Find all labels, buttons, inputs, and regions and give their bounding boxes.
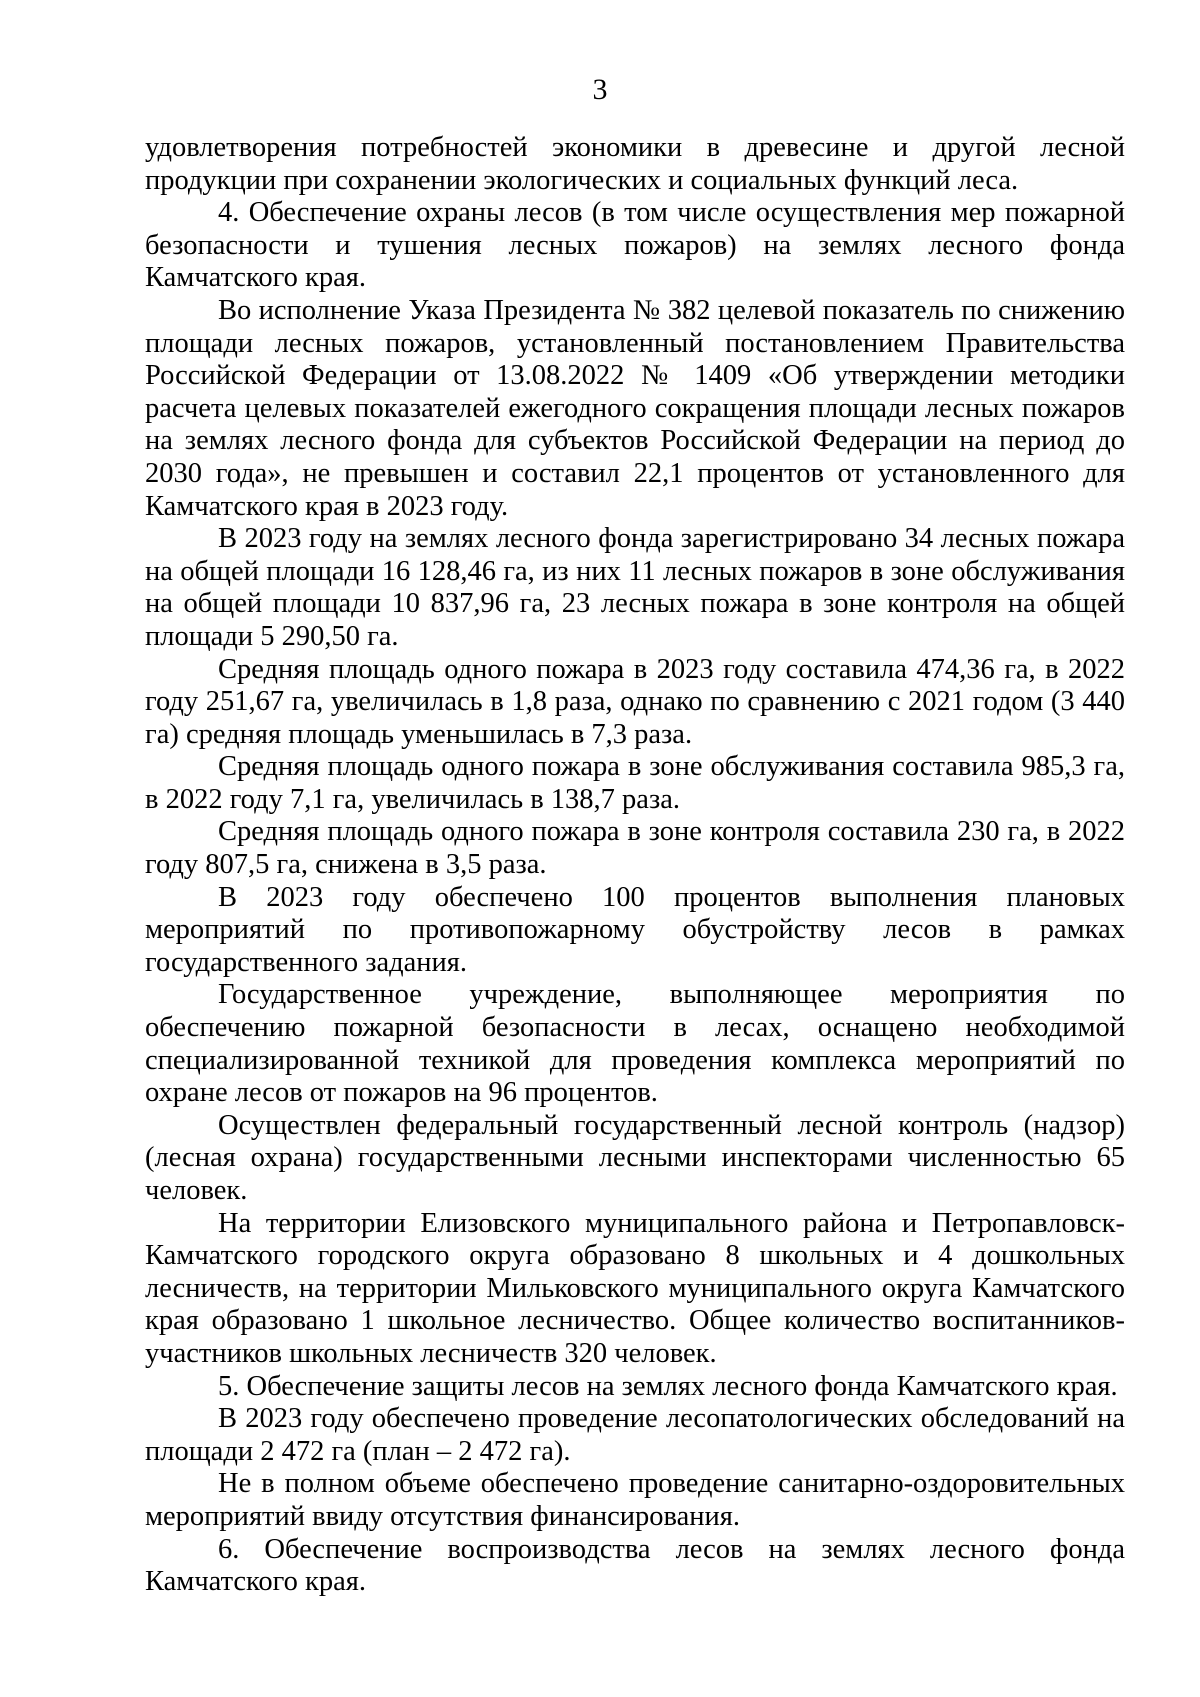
paragraph-service-zone-average: Средняя площадь одного пожара в зоне обслуживания составила 985,3 га, в 2022 году 7,1 га, увеличилась в 138,7 раза. xyxy=(145,751,1125,815)
document-body xyxy=(145,132,1125,1599)
paragraph-forest-defense-heading: 5. Обеспечение защиты лесов на землях лесного фонда Камчатского края. xyxy=(218,1370,1118,1402)
page-number: 3 xyxy=(592,73,608,106)
paragraph-forest-inspectors: Осуществлен федеральный государственный лесной контроль (надзор) (лесная охрана) государственными лесными инспекторами численностью 65 человек. xyxy=(145,1109,1125,1206)
paragraph-presidential-decree: Во исполнение Указа Президента № 382 целевой показатель по снижению площади лесных пожаров, установленный постановлением Правительства Российской Федерации от 13.08.2022 № 1409 «Об утверждении методики расчета целевых показателей ежегодного сокращения площади лесных пожаров на землях лесного фонда для субъектов Российской Федерации на период до 2030 года», не превышен и составил 22,1 процентов от установленного для Камчатского края в 2023 году. xyxy=(145,294,1125,522)
paragraph-fires-registered: В 2023 году на землях лесного фонда зарегистрировано 34 лесных пожара на общей площади 16 128,46 га, из них 11 лесных пожаров в зоне обслуживания на общей площади 10 837,96 га, 23 лесных пожара в зоне контроля на общей площади 5 290,50 га. xyxy=(145,523,1125,652)
paragraph-reforestation-heading: 6. Обеспечение воспроизводства лесов на землях лесного фонда Камчатского края. xyxy=(145,1533,1125,1598)
paragraph-economy-needs: удовлетворения потребностей экономики в древесине и другой лесной продукции при сохранении экологических и социальных функций леса. xyxy=(145,132,1125,196)
paragraph-equipment-level: Государственное учреждение, выполняющее мероприятия по обеспечению пожарной безопасности в лесах, оснащено необходимой специализированной техникой для проведения комплекса мероприятий по охране лесов от пожаров на 96 процентов. xyxy=(145,979,1125,1109)
paragraph-forest-pathology-surveys: В 2023 году обеспечено проведение лесопатологических обследований на площади 2 472 га (план – 2 472 га). xyxy=(145,1403,1125,1467)
paragraph-fire-prevention-measures: В 2023 году обеспечено 100 процентов выполнения плановых мероприятий по противопожарному обустройству лесов в рамках государственного задания. xyxy=(145,881,1125,978)
paragraph-forest-protection-heading: 4. Обеспечение охраны лесов (в том числе осуществления мер пожарной безопасности и тушения лесных пожаров) на землях лесного фонда Камчатского края. xyxy=(145,197,1125,294)
paragraph-control-zone-average: Средняя площадь одного пожара в зоне контроля составила 230 га, в 2022 году 807,5 га, снижена в 3,5 раза. xyxy=(145,816,1125,881)
paragraph-sanitary-measures: Не в полном объеме обеспечено проведение санитарно-оздоровительных мероприятий ввиду отсутствия финансирования. xyxy=(145,1468,1125,1532)
paragraph-school-forestries: На территории Елизовского муниципального района и Петропавловск-Камчатского городского округа образовано 8 школьных и 4 дошкольных лесничеств, на территории Мильковского муниципального округа Камчатского края образовано 1 школьное лесничество. Общее количество воспитанников-участников школьных лесничеств 320 человек. xyxy=(145,1207,1125,1369)
paragraph-average-fire-area: Средняя площадь одного пожара в 2023 году составила 474,36 га, в 2022 году 251,67 га, увеличилась в 1,8 раза, однако по сравнению с 2021 годом (3 440 га) средняя площадь уменьшилась в 7,3 раза. xyxy=(145,653,1125,750)
